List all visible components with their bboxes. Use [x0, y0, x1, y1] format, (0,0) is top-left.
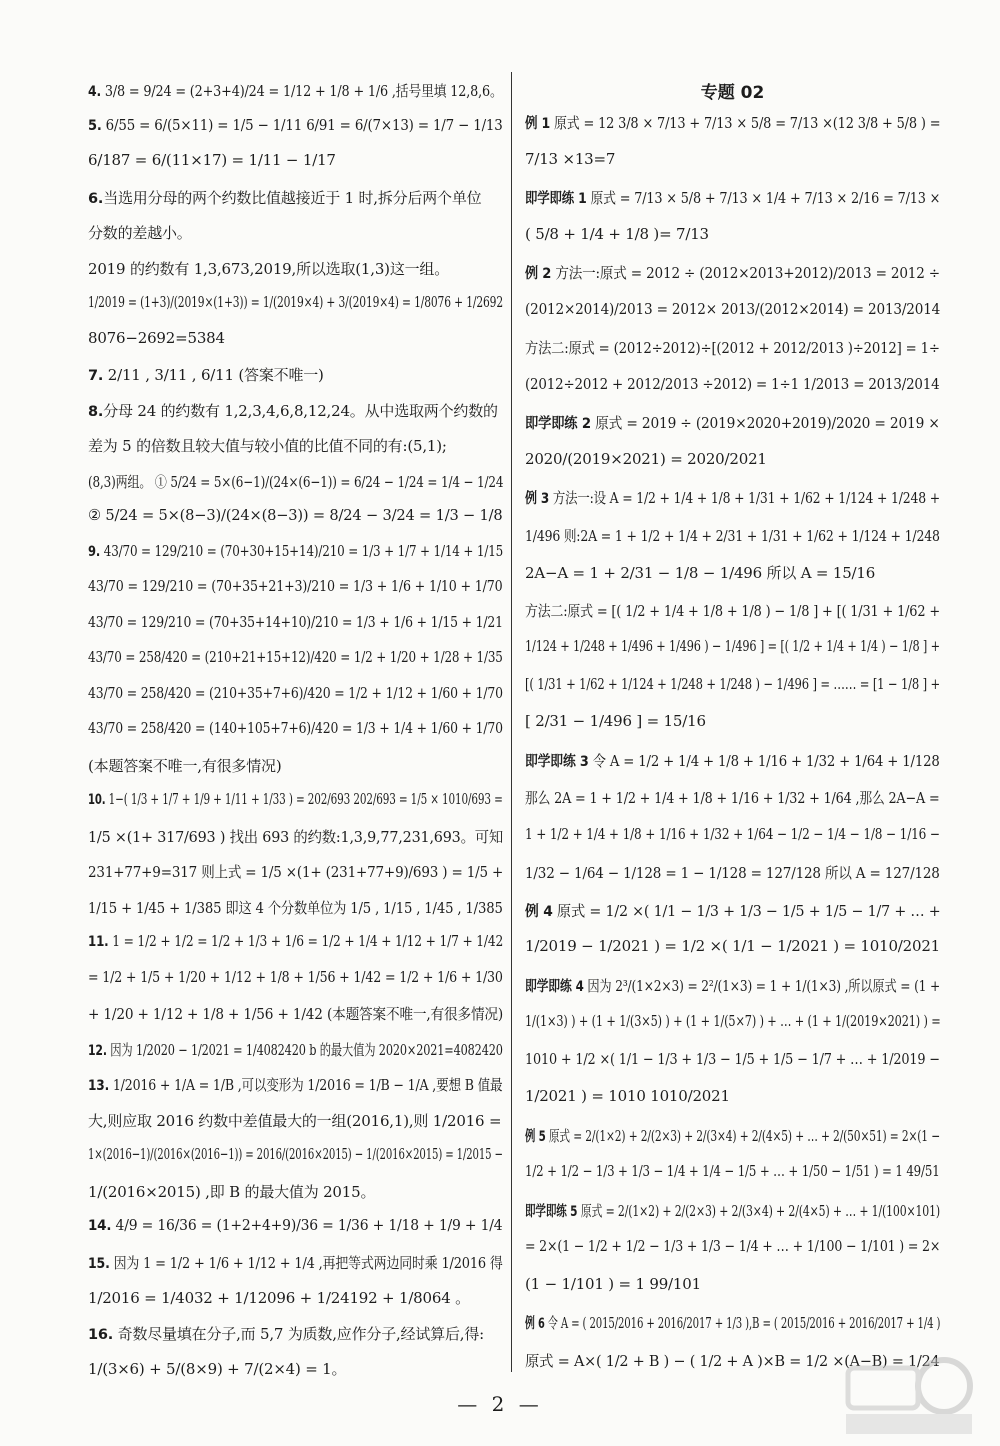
answer-line: [525, 412, 940, 433]
item-number: 例 2: [525, 266, 552, 282]
item-text: 8076−2692=5384: [88, 328, 225, 347]
item-number: 即学即练 2: [525, 416, 591, 432]
item-text: 方法一:原式 = 2012 ÷ (2012×2013+2012)/2013 = 2012 ÷: [551, 264, 940, 282]
item-text: 1/(2016×2015) ,即 B 的最大值为 2015。: [88, 1182, 376, 1201]
item-text: 令 A = 1/2 + 1/4 + 1/8 + 1/16 + 1/32 + 1/64 + 1/128: [588, 751, 940, 770]
page-number: — 2 —: [457, 1392, 543, 1416]
item-text: 方法二:原式 = [( 1/2 + 1/4 + 1/8 + 1/8 ) − 1/8 ] + [( 1/31 + 1/62 +: [525, 601, 940, 620]
answer-line: [525, 487, 940, 508]
item-text: 1/32 − 1/64 − 1/128 = 1 − 1/128 = 127/128 所以 A = 127/128: [525, 864, 940, 882]
answer-line: [88, 293, 503, 311]
item-text: 1 = 1/2 + 1/2 = 1/2 + 1/3 + 1/6 = 1/2 + 1/4 + 1/12 + 1/7 + 1/42: [108, 932, 504, 950]
answer-line: [88, 790, 503, 808]
answer-line: [88, 400, 498, 421]
item-number: 8.: [88, 403, 104, 420]
item-text: 1/2019 = (1+3)/(2019×(1+3)) = 1/(2019×4) + 3/(2019×4) = 1/8076 + 1/2692: [88, 293, 503, 311]
answer-line: [525, 825, 940, 843]
item-text: 43/70 = 129/210 = (70+35+21+3)/210 = 1/3 + 1/6 + 1/10 + 1/70: [88, 577, 503, 595]
answer-line: [88, 1039, 503, 1060]
answer-line: [525, 1275, 701, 1293]
item-number: 12.: [88, 1042, 107, 1059]
section-title: 专题 02: [700, 83, 765, 103]
item-text: 因为 1/2020 − 1/2021 = 1/4082420 b 的最大值为 2020×2021=4082420: [106, 1040, 503, 1059]
answer-line: [88, 1287, 470, 1308]
item-text: = 2×(1 − 1/2 + 1/2 − 1/3 + 1/3 − 1/4 + … + 1/100 − 1/101 ) = 2×: [525, 1237, 941, 1255]
item-number: 例 5: [525, 1128, 546, 1145]
answer-line: [88, 648, 503, 666]
answer-line: [525, 1237, 940, 1255]
item-text: = 1/2 + 1/5 + 1/20 + 1/12 + 1/8 + 1/56 + 1/42 = 1/2 + 1/6 + 1/30: [88, 967, 503, 986]
item-text: 令 A = ( 2015/2016 + 2016/2017 + 1/3 ),B = ( 2015/2016 + 2016/2017 + 1/4 ): [544, 1314, 941, 1332]
answer-line: [525, 1087, 730, 1105]
item-text: 1/2016 = 1/4032 + 1/12096 + 1/24192 + 1/8064 。: [88, 1289, 470, 1307]
item-number: 例 4: [525, 903, 553, 920]
item-text: 43/70 = 129/210 = (70+35+14+10)/210 = 1/3 + 1/6 + 1/15 + 1/21: [88, 612, 503, 631]
item-text: 差为 5 的倍数且较大值与较小值的比值不同的有:(5,1);: [88, 437, 447, 455]
item-text: 1/2021 ) = 1010 1010/2021: [525, 1087, 730, 1105]
answer-line: [88, 577, 503, 595]
answer-line: [88, 968, 503, 986]
item-text: 43/70 = 258/420 = (210+35+7+6)/420 = 1/2 + 1/12 + 1/60 + 1/70: [88, 683, 503, 702]
answer-line: [525, 637, 940, 655]
item-text: 2020/(2019×2021) = 2020/2021: [525, 449, 767, 468]
item-number: 即学即练 3: [525, 753, 589, 770]
item-text: ( 5/8 + 1/4 + 1/8 )= 7/13: [525, 224, 709, 243]
item-text: 分母 24 的约数有 1,2,3,4,6,8,12,24。从中选取两个约数的: [103, 401, 498, 420]
answer-line: [525, 1012, 941, 1030]
answer-line: [525, 300, 940, 318]
item-number: 9.: [88, 543, 101, 560]
item-text: 6/55 = 6/(5×11) = 1/5 − 1/11 6/91 = 6/(7×13) = 1/7 − 1/13: [101, 115, 503, 134]
answer-line: [525, 1125, 940, 1146]
item-text: 1/15 + 1/45 + 1/385 即这 4 个分数单位为 1/5 , 1/15 , 1/45 , 1/385: [88, 898, 503, 917]
answer-line: [88, 435, 447, 456]
item-text: 43/70 = 258/420 = (140+105+7+6)/420 = 1/3 + 1/4 + 1/60 + 1/70: [88, 719, 503, 737]
answer-line: [88, 116, 503, 134]
item-text: [( 1/31 + 1/62 + 1/124 + 1/248 + 1/248 ) − 1/496 ] = …… = [1 − 1/8 ] +: [525, 674, 941, 693]
item-text: 方法二:原式 = (2012÷2012)÷[(2012 + 2012/2013 )÷2012] = 1÷: [525, 339, 940, 357]
item-text: 2A−A = 1 + 2/31 − 1/8 − 1/496 所以 A = 15/16: [525, 564, 876, 582]
answer-line: [525, 187, 940, 208]
item-text: + 1/20 + 1/12 + 1/8 + 1/56 + 1/42 (本题答案不唯一,有很多情况): [88, 1005, 504, 1023]
answer-line: [525, 712, 706, 730]
item-text: 那么 2A = 1 + 1/2 + 1/4 + 1/8 + 1/16 + 1/32 + 1/64 ,那么 2A−A =: [525, 789, 940, 807]
watermark-logo: [844, 1346, 974, 1438]
item-text: 原式 = A×( 1/2 + B ) − ( 1/2 + A )×B = 1/2 ×(A−B) = 1/24: [525, 1351, 940, 1370]
item-number: 10.: [88, 792, 106, 808]
answer-line: [88, 364, 324, 385]
answer-line: [88, 222, 192, 243]
answer-line: [88, 897, 503, 918]
answer-line: [88, 719, 503, 737]
item-text: 1−( 1/3 + 1/7 + 1/9 + 1/11 + 1/33 ) = 202/693 202/693 = 1/5 × 1010/693 =: [105, 790, 503, 808]
answer-line: [525, 900, 941, 921]
item-text: 1/2019 − 1/2021 ) = 1/2 ×( 1/1 − 1/2021 ) = 1010/2021: [525, 937, 941, 955]
answer-line: [525, 862, 940, 883]
answer-line: [88, 1110, 501, 1131]
answer-line: [88, 1323, 484, 1344]
item-text: (8,3)两组。 ① 5/24 = 5×(6−1)/(24×(6−1)) = 6/24 − 1/24 = 1/4 − 1/24: [88, 472, 504, 491]
item-text: 原式 = 1/2 ×( 1/1 − 1/3 + 1/3 − 1/5 + 1/5 − 1/7 + … +: [552, 901, 941, 920]
item-text: [ 2/31 − 1/496 ] = 15/16: [525, 712, 706, 730]
answer-line: [88, 1181, 375, 1202]
answer-line: [525, 600, 940, 621]
answer-line: [525, 1050, 940, 1068]
item-number: 16.: [88, 1326, 114, 1343]
item-text: 1010 + 1/2 ×( 1/1 − 1/3 + 1/3 − 1/5 + 1/5 − 1/7 + … + 1/2019 −: [525, 1049, 940, 1068]
answer-line: [88, 506, 503, 524]
item-number: 即学即练 1: [525, 191, 587, 207]
answer-line: [525, 750, 940, 771]
item-text: 1/(3×6) + 5/(8×9) + 7/(2×4) = 1。: [88, 1360, 347, 1378]
answer-line: [525, 975, 940, 996]
item-text: (2012×2014)/2013 = 2012× 2013/(2012×2014) = 2013/2014: [525, 299, 941, 318]
item-number: 7.: [88, 368, 104, 384]
answer-line: [88, 1252, 503, 1273]
item-text: 3/8 = 9/24 = (2+3+4)/24 = 1/12 + 1/8 + 1/6 ,括号里填 12,8,6。: [100, 82, 503, 100]
item-text: 方法一:设 A = 1/2 + 1/4 + 1/8 + 1/31 + 1/62 + 1/124 + 1/248 +: [549, 489, 940, 507]
item-text: 分数的差越小。: [88, 224, 192, 242]
answer-line: [525, 337, 940, 358]
item-text: 1/124 + 1/248 + 1/496 + 1/496 ) − 1/496 ] = [( 1/2 + 1/4 + 1/4 ) − 1/8 ] +: [525, 637, 940, 655]
answer-line: [525, 1312, 940, 1333]
item-text: 43/70 = 258/420 = (210+21+15+12)/420 = 1/2 + 1/20 + 1/28 + 1/35: [88, 648, 503, 666]
item-text: 1/2016 + 1/A = 1/B ,可以变形为 1/2016 = 1/B − 1/A ,要想 B 值最: [109, 1076, 503, 1094]
answer-line: [525, 675, 940, 693]
answer-line: [525, 450, 767, 468]
answer-line: [88, 861, 503, 882]
item-number: 例 3: [525, 491, 550, 507]
answer-line: [525, 262, 940, 283]
answer-line: [525, 562, 875, 583]
item-text: 原式 = 2019 ÷ (2019×2020+2019)/2020 = 2019 ×: [590, 414, 940, 432]
item-number: 例 6: [525, 1316, 545, 1332]
item-text: (1 − 1/101 ) = 1 99/101: [525, 1274, 701, 1293]
item-text: 4/9 = 16/36 = (1+2+4+9)/36 = 1/36 + 1/18 + 1/9 + 1/4: [111, 1216, 503, 1234]
answer-line: [88, 1358, 346, 1379]
answer-line: [88, 1145, 503, 1163]
item-text: 1/496 则:2A = 1 + 1/2 + 1/4 + 2/31 + 1/31 + 1/62 + 1/124 + 1/248: [525, 526, 940, 545]
item-text: 1/2 + 1/2 − 1/3 + 1/3 − 1/4 + 1/4 − 1/5 + … + 1/50 − 1/51 ) = 1 49/51: [525, 1162, 940, 1180]
item-number: 5.: [88, 117, 102, 134]
answer-line: [88, 187, 481, 208]
item-number: 即学即练 4: [525, 978, 584, 995]
answer-line: [525, 225, 709, 243]
item-text: 1 + 1/2 + 1/4 + 1/8 + 1/16 + 1/32 + 1/64 − 1/2 − 1/4 − 1/8 − 1/16 −: [525, 824, 940, 843]
item-text: 1/(1×3) ) + (1 + 1/(3×5) ) + (1 + 1/(5×7) ) + … + (1 + 1/(2019×2021) ) =: [525, 1012, 941, 1030]
answer-line: [88, 329, 225, 347]
answer-line: [525, 1200, 940, 1221]
answer-line: [88, 1216, 502, 1234]
item-text: (本题答案不唯一,有很多情况): [88, 756, 282, 775]
item-number: 即学即练 5: [525, 1203, 578, 1220]
item-number: 14.: [88, 1218, 112, 1234]
item-number: 6.: [88, 190, 104, 207]
answer-line: [525, 1162, 940, 1180]
answer-line: [525, 787, 940, 808]
item-text: 奇数尽量填在分子,而 5,7 为质数,应作分子,经试算后,得:: [113, 1324, 484, 1343]
answer-line: [88, 755, 281, 776]
item-text: 大,则应取 2016 约数中差值最大的一组(2016,1),则 1/2016 =: [88, 1111, 502, 1130]
item-text: 原式 = 2/(1×2) + 2/(2×3) + 2/(3×4) + 2/(4×5) + … + 2/(50×51) = 2×(1 −: [545, 1126, 940, 1145]
answer-line: [525, 937, 940, 955]
item-text: 当选用分母的两个约数比值越接近于 1 时,拆分后两个单位: [103, 188, 482, 207]
answer-line: [525, 525, 940, 546]
answer-line: [88, 258, 449, 279]
item-text: 因为 2³/(1×2×3) = 2²/(1×3) = 1 + 1/(1×3) ,所以原式 = (1 +: [583, 976, 941, 995]
item-number: 11.: [88, 934, 109, 950]
item-number: 15.: [88, 1255, 110, 1272]
answer-line: [88, 1003, 503, 1024]
item-number: 13.: [88, 1078, 110, 1094]
item-number: 4.: [88, 84, 101, 100]
item-text: 原式 = 12 3/8 × 7/13 + 7/13 × 5/8 = 7/13 ×(12 3/8 + 5/8 ) =: [550, 114, 941, 132]
item-text: (2012÷2012 + 2012/2013 ÷2012) = 1÷1 1/2013 = 2013/2014: [525, 374, 940, 393]
answer-line: [525, 112, 940, 133]
item-number: 例 1: [525, 116, 551, 132]
answer-line: [88, 684, 503, 702]
item-text: 43/70 = 129/210 = (70+30+15+14)/210 = 1/3 + 1/7 + 1/14 + 1/15: [100, 541, 504, 560]
item-text: 因为 1 = 1/2 + 1/6 + 1/12 + 1/4 ,再把等式两边同时乘 1/2016 得: [109, 1253, 503, 1272]
answer-line: [88, 1074, 502, 1095]
answer-line: [88, 151, 336, 169]
item-text: 1×(2016−1)/(2016×(2016−1)) = 2016/(2016×2015) − 1/(2016×2015) = 1/2015 −: [88, 1145, 503, 1163]
column-divider: [511, 72, 512, 1372]
answer-line: [88, 80, 503, 101]
answer-line: [88, 471, 503, 492]
item-text: 原式 = 2/(1×2) + 2/(2×3) + 2/(3×4) + 2/(4×5) + … + 1/(100×101): [577, 1201, 941, 1220]
item-text: 1/5 ×(1+ 317/693 ) 找出 693 的约数:1,3,9,77,231,693。可知: [88, 827, 504, 846]
item-text: 2/11 , 3/11 , 6/11 (答案不唯一): [103, 366, 324, 384]
answer-line: [88, 613, 503, 631]
item-text: 原式 = 7/13 × 5/8 + 7/13 × 1/4 + 7/13 × 2/16 = 7/13 ×: [586, 189, 941, 207]
answer-line: [88, 542, 503, 560]
item-text: ② 5/24 = 5×(8−3)/(24×(8−3)) = 8/24 − 3/24 = 1/3 − 1/8: [88, 506, 503, 524]
answer-line: [88, 826, 503, 847]
item-text: 6/187 = 6/(11×17) = 1/11 − 1/17: [88, 151, 336, 169]
answer-line: [525, 375, 940, 393]
item-text: 7/13 ×13=7: [525, 149, 616, 168]
item-text: 2019 的约数有 1,3,673,2019,所以选取(1,3)这一组。: [88, 259, 450, 278]
answer-line: [88, 932, 503, 950]
item-text: 231+77+9=317 则上式 = 1/5 ×(1+ (231+77+9)/693 ) = 1/5 +: [88, 863, 504, 881]
answer-line: [525, 150, 615, 168]
